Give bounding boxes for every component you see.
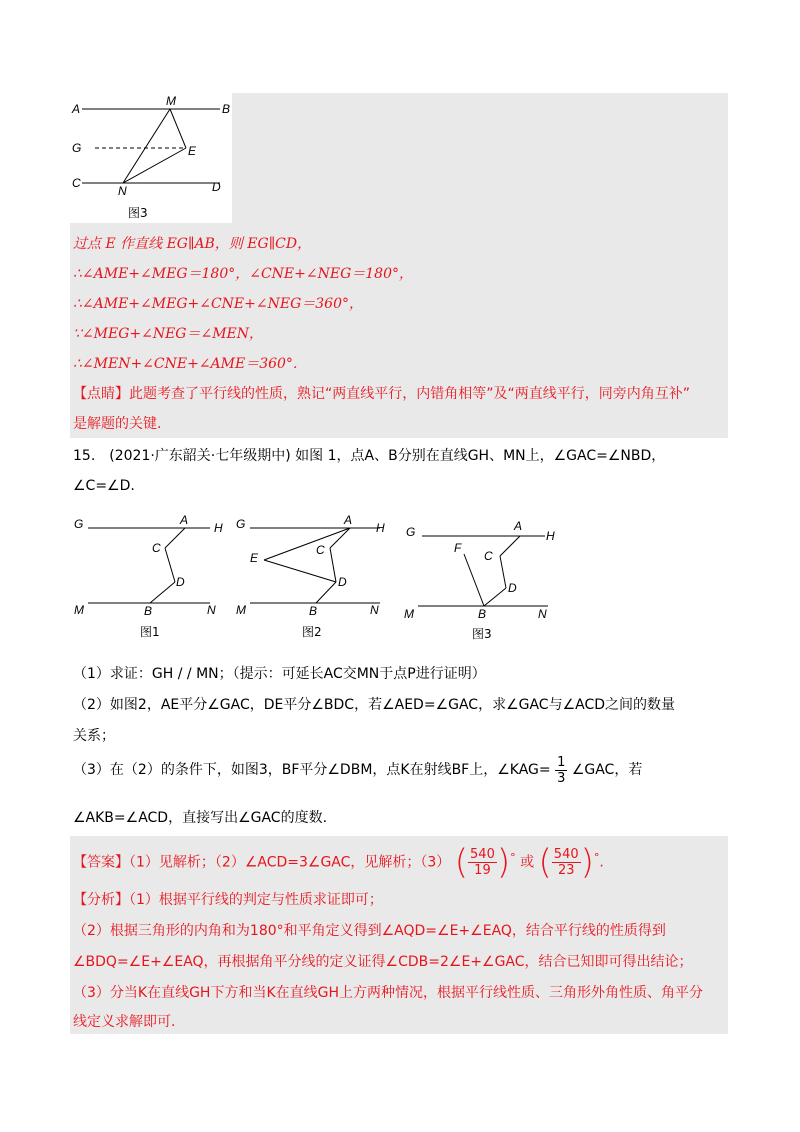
svg-text:A: A xyxy=(180,513,189,527)
svg-text:H: H xyxy=(214,521,223,535)
svg-text:D: D xyxy=(338,575,347,589)
svg-text:G: G xyxy=(406,525,416,539)
q15-part-3a: （3）在（2）的条件下，如图3，BF平分∠DBM，点K在射线BF上，∠KAG= $\frac{1}{3}$ ∠GAC，若 xyxy=(73,754,643,786)
svg-text:G: G xyxy=(236,517,246,531)
svg-text:M: M xyxy=(236,603,246,617)
svg-text:M: M xyxy=(74,603,84,617)
svg-text:D: D xyxy=(508,581,517,595)
svg-text:M: M xyxy=(166,94,176,108)
svg-text:H: H xyxy=(546,529,555,543)
fraction-one-third: $\frac{1}{3}$ xyxy=(557,754,566,786)
svg-text:B: B xyxy=(144,604,153,618)
figure-1 xyxy=(70,510,230,645)
q15-line-2: ∠C=∠D. xyxy=(73,478,135,494)
svg-text:图2: 图2 xyxy=(302,625,322,639)
svg-text:N: N xyxy=(370,603,379,617)
analysis-line-2: （2）根据三角形的内角和为180°和平角定义得到∠AQD=∠E+∠EAQ，结合平行线的性质得到 xyxy=(73,923,666,939)
svg-text:E: E xyxy=(188,144,197,158)
sol-line-4: ∵∠MEG+∠NEG＝∠MEN， xyxy=(73,326,264,342)
svg-text:N: N xyxy=(538,607,547,621)
svg-text:B: B xyxy=(222,102,231,116)
q15-part-1: （1）求证：GH / / MN；（提示：可延长AC交MN于点P进行证明） xyxy=(73,666,486,682)
svg-text:C: C xyxy=(316,543,325,557)
svg-text:N: N xyxy=(118,184,127,198)
q15-part-2a: （2）如图2，AE平分∠GAC，DE平分∠BDC，若∠AED=∠GAC，求∠GAC与∠ACD之间的数量 xyxy=(73,697,676,713)
svg-text:图1: 图1 xyxy=(140,625,160,639)
tip-line-1: 【点睛】此题考查了平行线的性质，熟记“两直线平行，内错角相等”及“两直线平行，同旁内角互补” xyxy=(73,386,691,402)
sol-line-1: 过点 E 作直线 EG∥AB，则 EG∥CD， xyxy=(73,236,312,252)
svg-text:G: G xyxy=(74,517,84,531)
sol-line-2: ∴∠AME+∠MEG＝180°，∠CNE+∠NEG＝180°， xyxy=(73,266,413,282)
svg-text:D: D xyxy=(176,575,185,589)
svg-text:C: C xyxy=(152,541,161,555)
figure-2 xyxy=(232,510,392,645)
svg-text:N: N xyxy=(207,603,216,617)
svg-text:F: F xyxy=(454,541,462,555)
answer-line: 【答案】（1）见解析；（2）∠ACD=3∠GAC，见解析；（3） ( $\frac{540}{19}$ )° 或 ( $\frac{540}{23}$ )°. xyxy=(73,842,604,883)
sol-line-3: ∴∠AME+∠MEG+∠CNE+∠NEG＝360°， xyxy=(73,296,363,312)
sol-line-5: ∴∠MEN+∠CNE+∠AME＝360°． xyxy=(73,356,307,372)
q15-part-3b: ∠AKB=∠ACD，直接写出∠GAC的度数. xyxy=(73,810,328,826)
svg-text:E: E xyxy=(250,551,259,565)
tip-line-2: 是解题的关键. xyxy=(73,416,162,432)
analysis-line-4: （3）分当K在直线GH下方和当K在直线GH上方两种情况，根据平行线性质、三角形外角性质、角平分 xyxy=(73,985,704,1001)
svg-text:C: C xyxy=(72,176,81,190)
svg-text:M: M xyxy=(404,607,414,621)
q15-part-2b: 关系； xyxy=(73,728,115,744)
svg-text:A: A xyxy=(514,519,523,533)
analysis-line-3: ∠BDQ=∠E+∠EAQ，再根据角平分线的定义证得∠CDB=2∠E+∠GAC，结合已知即可得出结论； xyxy=(73,954,693,970)
svg-text:G: G xyxy=(72,141,82,155)
svg-text:B: B xyxy=(309,604,318,618)
svg-text:C: C xyxy=(484,549,493,563)
analysis-line-5: 线定义求解即可. xyxy=(73,1014,176,1030)
q15-line-1: 15. (2021·广东韶关·七年级期中) 如图 1，点A、B分别在直线GH、MN上，∠GAC=∠NBD， xyxy=(73,448,666,464)
figure-prev-3 xyxy=(70,93,235,225)
svg-text:A: A xyxy=(344,513,353,527)
svg-text:D: D xyxy=(212,180,221,194)
analysis-line-1: 【分析】（1）根据平行线的判定与性质求证即可； xyxy=(73,892,383,908)
figure-3 xyxy=(400,510,570,645)
svg-text:B: B xyxy=(478,607,487,621)
svg-text:H: H xyxy=(376,521,385,535)
svg-text:图3: 图3 xyxy=(472,627,492,641)
label-A: A xyxy=(72,102,81,116)
figure-caption: 图3 xyxy=(128,206,148,220)
